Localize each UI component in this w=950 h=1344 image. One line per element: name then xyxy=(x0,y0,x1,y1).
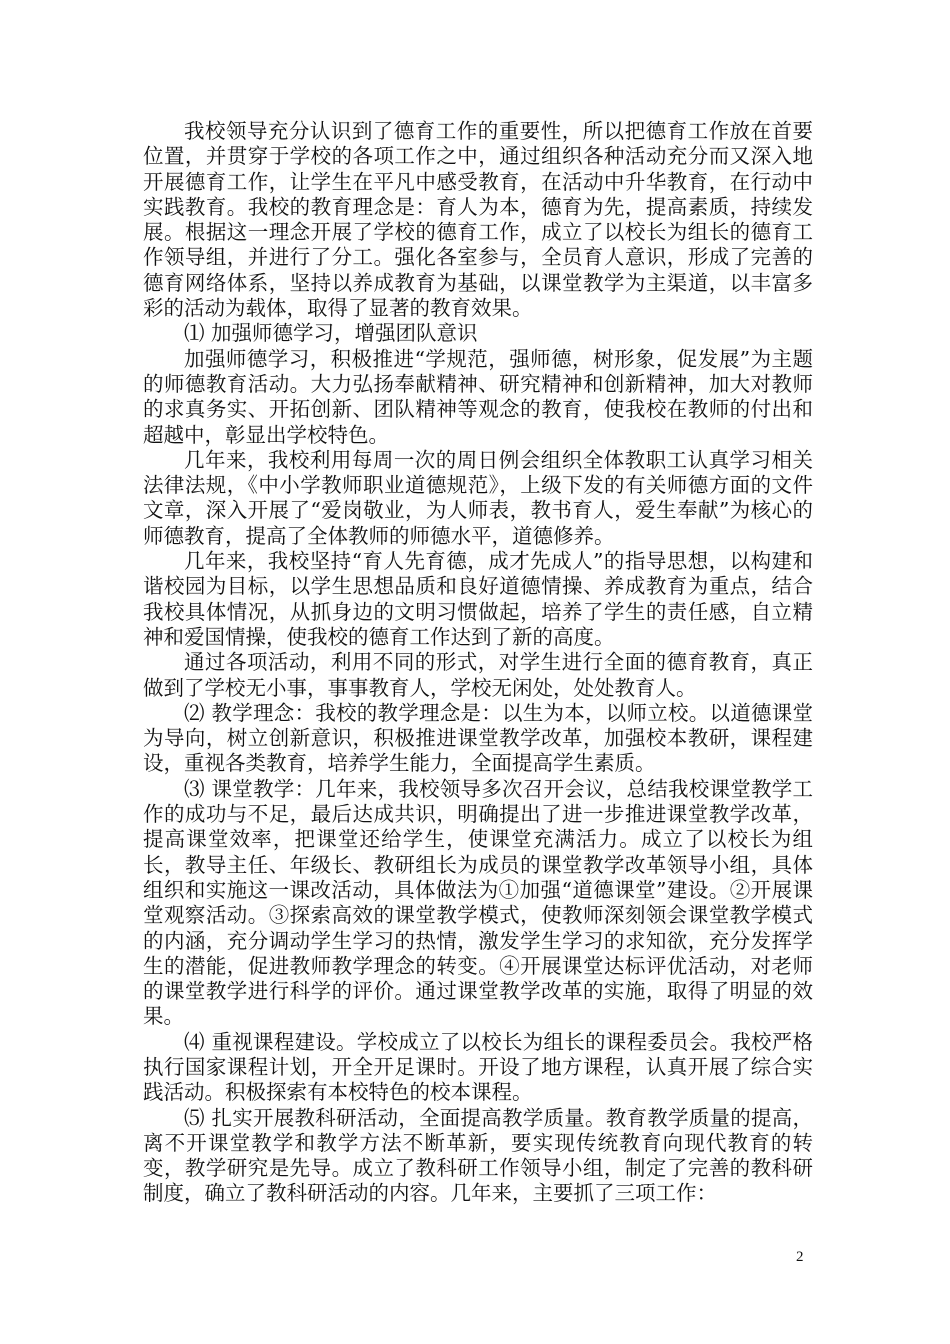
paragraph-research: ⑸ 扎实开展教科研活动，全面提高教学质量。教育教学质量的提高，离不开课堂教学和教学方法不断革新，要实现传统教育向现代教育的转变，教学研究是先导。成立了教科研工作领导小组，制定了完善的教科研制度，确立了教科研活动的内容。几年来，主要抓了三项工作： xyxy=(143,1105,813,1206)
paragraph-moral-education: 几年来，我校坚持“育人先育德，成才先成人”的指导思想，以构建和谐校园为目标，以学生思想品质和良好道德情操、养成教育为重点，结合我校具体情况，从抓身边的文明习惯做起，培养了学生的责任感，自立精神和爱国情操，使我校的德育工作达到了新的高度。 xyxy=(143,549,813,649)
paragraph-weekly-meetings: 几年来，我校利用每周一次的周日例会组织全体教职工认真学习相关法律法规，《中小学教师职业道德规范》，上级下发的有关师德方面的文件文章，深入开展了“爱岗敬业，为人师表，教书育人，爱生奉献”为核心的师德教育，提高了全体教师的师德水平，道德修养。 xyxy=(143,447,813,548)
section-heading-teacher-ethics: ⑴ 加强师德学习，增强团队意识 xyxy=(184,321,478,346)
paragraph-intro: 我校领导充分认识到了德育工作的重要性，所以把德育工作放在首要位置，并贯穿于学校的各项工作之中，通过组织各种活动充分而又深入地开展德育工作，让学生在平凡中感受教育，在活动中升华教育，在行动中实践教育。我校的教育理念是：育人为本，德育为先，提高素质，持续发展。根据这一理念开展了学校的德育工作，成立了以校长为组长的德育工作领导组，并进行了分工。强化各室参与，全员育人意识，形成了完善的德育网络体系，坚持以养成教育为基础，以课堂教学为主渠道，以丰富多彩的活动为载体，取得了显著的教育效果。 xyxy=(143,119,813,321)
paragraph-teacher-ethics: 加强师德学习，积极推进“学规范，强师德，树形象，促发展”为主题的师德教育活动。大力弘扬奉献精神、研究精神和创新精神，加大对教师的求真务实、开拓创新、团队精神等观念的教育，使我校在教师的付出和超越中，彰显出学校特色。 xyxy=(143,346,813,447)
paragraph-curriculum: ⑷ 重视课程建设。学校成立了以校长为组长的课程委员会。我校严格执行国家课程计划，开全开足课时。开设了地方课程，认真开展了综合实践活动。积极探索有本校特色的校本课程。 xyxy=(143,1029,813,1105)
paragraph-activities: 通过各项活动，利用不同的形式，对学生进行全面的德育教育，真正做到了学校无小事，事事教育人，学校无闲处，处处教育人。 xyxy=(143,650,813,700)
page-number: 2 xyxy=(796,1249,804,1265)
paragraph-teaching-philosophy: ⑵ 教学理念：我校的教学理念是：以生为本，以师立校。以道德课堂为导向，树立创新意识，积极推进课堂教学改革，加强校本教研，课程建设，重视各类教育，培养学生能力，全面提高学生素质。 xyxy=(143,700,813,776)
paragraph-classroom-teaching: ⑶ 课堂教学：几年来，我校领导多次召开会议，总结我校课堂教学工作的成功与不足，最后达成共识，明确提出了进一步推进课堂教学改革，提高课堂效率，把课堂还给学生，使课堂充满活力。成立了以校长为组长，教导主任、年级长、教研组长为成员的课堂教学改革领导小组，具体组织和实施这一课改活动，具体做法为①加强“道德课堂”建设。②开展课堂观察活动。③探索高效的课堂教学模式，使教师深刻领会课堂教学模式的内涵，充分调动学生学习的热情，激发学生学习的求知欲，充分发挥学生的潜能，促进教师教学理念的转变。④开展课堂达标评优活动，对老师的课堂教学进行科学的评价。通过课堂教学改革的实施，取得了明显的效果。 xyxy=(143,776,813,1029)
document-body xyxy=(143,119,813,1207)
